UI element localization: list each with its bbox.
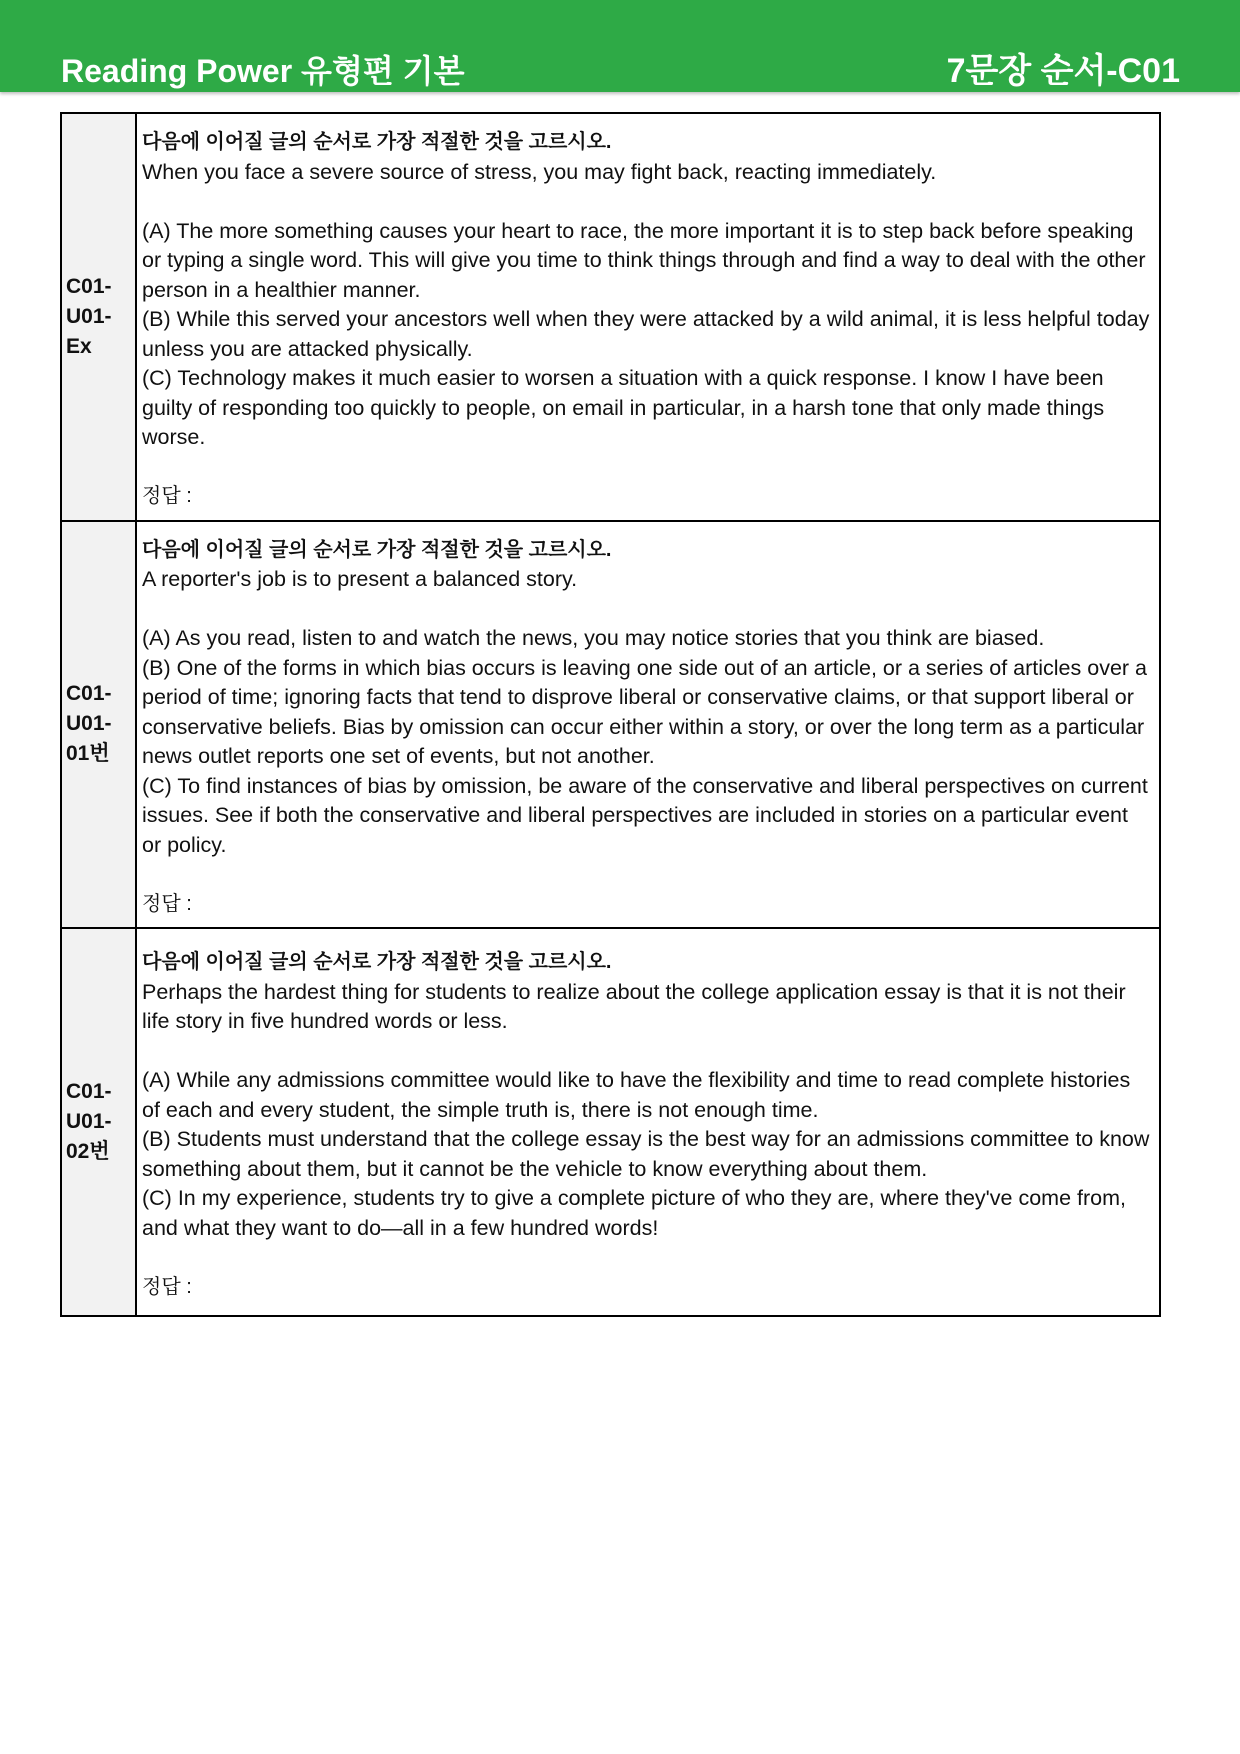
question-row [61,113,1160,521]
question-code-line: 02번 [66,1140,110,1163]
option-c: (C) In my experience, students try to give a complete picture of who they are, where they've come from, and what they want to do—all in a few hundred words! [142,1186,1126,1240]
question-code-line: C01- [66,274,112,298]
question-code [61,113,136,521]
book-title: Reading Power 유형편 기본 [61,53,465,89]
answer-label: 정답 : [142,1275,192,1298]
section-title: 7문장 순서-C01 [946,52,1180,90]
question-instruction: 다음에 이어질 글의 순서로 가장 적절한 것을 고르시오. [142,538,612,561]
question-intro: When you face a severe source of stress, you may fight back, reacting immediately. [142,159,937,184]
question-instruction: 다음에 이어질 글의 순서로 가장 적절한 것을 고르시오. [142,131,612,153]
answer-label: 정답 : [142,892,192,915]
question-code-line: U01- [66,1110,112,1133]
option-c: (C) To find instances of bias by omission, be aware of the conservative and liberal perspectives on current issues. See if both the conservative and liberal perspectives are included in stories on a particular event or policy. [142,773,1148,857]
question-code-line: C01- [66,682,112,706]
question-row [61,521,1160,929]
question-content [136,113,1160,521]
question-table [60,112,1161,1317]
question-content [136,928,1160,1316]
question-code [61,928,136,1316]
question-code-line: C01- [66,1080,112,1103]
question-intro: Perhaps the hardest thing for students to realize about the college application essay is that it is not their life story in five hundred words or less. [142,979,1126,1033]
question-row [61,928,1160,1316]
question-code [61,521,136,929]
question-content [136,521,1160,929]
question-instruction: 다음에 이어질 글의 순서로 가장 적절한 것을 고르시오. [142,951,612,973]
question-intro: A reporter's job is to present a balanced story. [142,567,578,591]
question-code-line: Ex [66,334,92,358]
option-c: (C) Technology makes it much easier to worsen a situation with a quick response. I know I have been guilty of responding too quickly to people, on email in particular, in a harsh tone that only made things worse. [142,366,1105,449]
question-code-line: U01- [66,304,112,328]
option-b: (B) One of the forms in which bias occurs is leaving one side out of an article, or a series of articles over a period of time; ignoring facts that tend to disprove liberal or conservative claims, or that support liberal or conservative beliefs. Bias by omission can occur either within a story, or over the long term as a particular news outlet reports one set of events, but not another. [142,655,1147,768]
answer-label: 정답 : [142,485,192,507]
option-b: (B) Students must understand that the college essay is the best way for an admissions committee to know something about them, but it cannot be the vehicle to know everything about them. [142,1127,1150,1181]
option-b: (B) While this served your ancestors well when they were attacked by a wild animal, it is less helpful today unless you are attacked physically. [142,307,1150,361]
option-a: (A) As you read, listen to and watch the news, you may notice stories that you think are biased. [142,626,1045,650]
question-code-line: U01- [66,712,112,736]
page-header [0,0,1240,92]
question-code-line: 01번 [66,742,110,766]
option-a: (A) The more something causes your heart to race, the more important it is to step back before speaking or typing a single word. This will give you time to think things through and find a way to deal with the other person in a healthier manner. [142,218,1146,302]
option-a: (A) While any admissions committee would like to have the flexibility and time to read complete histories of each and every student, the simple truth is, there is not enough time. [142,1068,1131,1122]
